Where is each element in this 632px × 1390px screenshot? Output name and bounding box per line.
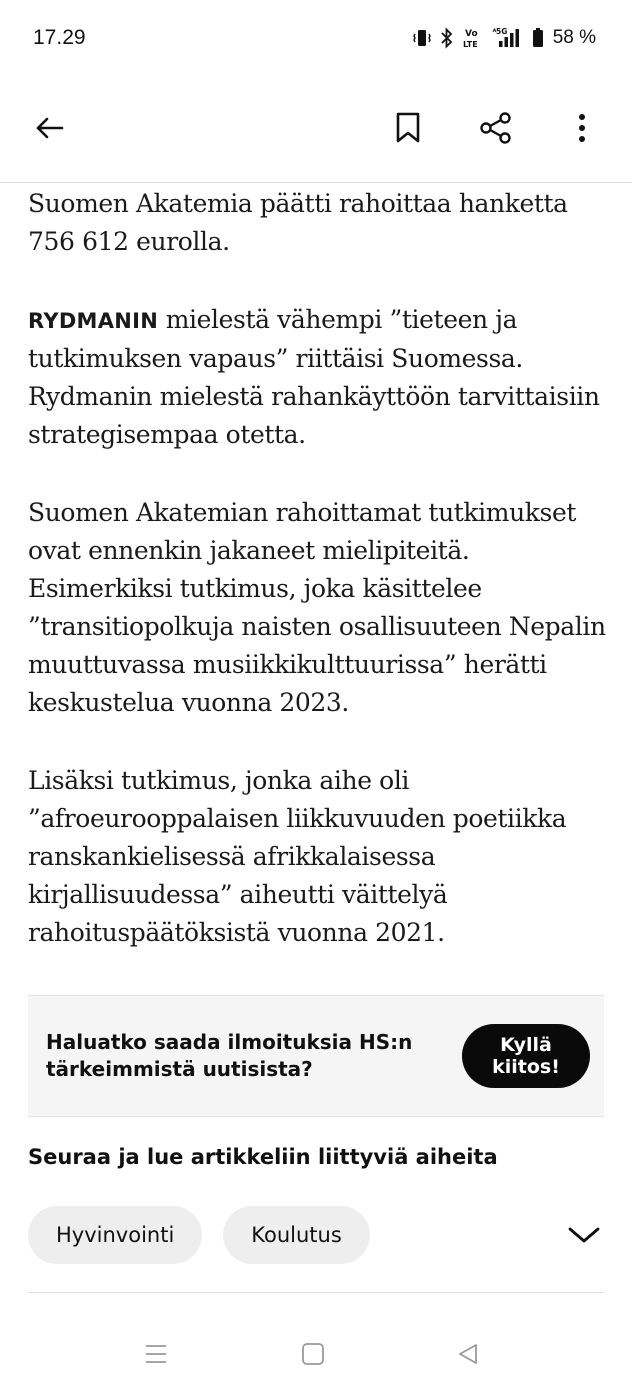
button-label-line: Kyllä xyxy=(500,1034,552,1056)
status-icons xyxy=(412,26,544,50)
battery-percent: 58 % xyxy=(552,27,596,48)
article-paragraph: Suomen Akatemia päätti rahoittaa hanketta 756 612 eurolla. xyxy=(28,189,568,256)
back-nav-button[interactable] xyxy=(452,1338,484,1370)
topic-chip-koulutus[interactable]: Koulutus xyxy=(223,1206,370,1264)
back-triangle-icon xyxy=(456,1342,480,1366)
system-navigation-bar xyxy=(0,1318,632,1390)
signal-5g-icon xyxy=(492,26,524,50)
svg-text:LTE: LTE xyxy=(462,40,478,49)
notification-prompt xyxy=(28,995,604,1117)
topics-heading: Seuraa ja lue artikkeliin liittyviä aiheita xyxy=(28,1145,498,1169)
share-button[interactable] xyxy=(474,106,518,150)
chevron-down-icon xyxy=(568,1226,600,1244)
bookmark-icon xyxy=(395,112,421,144)
article-paragraph: Lisäksi tutkimus, jonka aihe oli ”afroeurooppalaisen liikkuvuuden poetiikka ranskankielisessä afrikkalaisessa kirjallisuudessa” aiheutti väittelyä rahoituspäätöksistä vuonna 2021. xyxy=(28,766,567,947)
more-vertical-icon xyxy=(578,113,586,143)
arrow-left-icon xyxy=(34,116,64,140)
more-button[interactable] xyxy=(560,106,604,150)
notification-prompt-text: Haluatko saada ilmoituksia HS:n tärkeimmistä uutisista? xyxy=(46,1030,413,1081)
article-paragraph: Suomen Akatemian rahoittamat tutkimukset ovat ennenkin jakaneet mielipiteitä. Esimerkiksi tutkimus, joka käsittelee ”transitiopolkuja naisten osallisuuteen Nepalin muuttuvassa musiikkikulttuurissa” herätti keskustelua vuonna 2023. xyxy=(28,498,606,717)
accept-notifications-button[interactable] xyxy=(462,1024,590,1088)
battery-icon xyxy=(532,27,544,49)
volte-icon xyxy=(462,26,484,50)
paragraph-text: mielestä vähempi ”tieteen ja tutkimuksen vapaus” riittäisi Suomessa. Rydmanin mielestä rahankäyttöön tarvittaisiin strategisempaa otetta. xyxy=(28,305,600,449)
home-icon xyxy=(301,1342,325,1366)
svg-text:Vo: Vo xyxy=(464,29,478,39)
paragraph-lead-in: RYDMANIN xyxy=(28,309,159,333)
status-bar xyxy=(0,0,632,76)
back-button[interactable] xyxy=(27,106,71,150)
app-toolbar xyxy=(0,76,632,183)
button-label-line: kiitos! xyxy=(492,1056,560,1078)
expand-topics-button[interactable] xyxy=(564,1215,604,1255)
home-button[interactable] xyxy=(297,1338,329,1370)
svg-text:5G: 5G xyxy=(495,27,508,36)
status-right xyxy=(412,26,596,50)
article-body xyxy=(28,183,608,992)
divider xyxy=(28,1292,604,1293)
vibrate-icon xyxy=(412,27,432,49)
topics-row xyxy=(28,1205,604,1265)
status-time: 17.29 xyxy=(33,26,86,49)
bluetooth-icon xyxy=(440,27,454,49)
recents-icon xyxy=(144,1343,168,1365)
recents-button[interactable] xyxy=(140,1338,172,1370)
bookmark-button[interactable] xyxy=(386,106,430,150)
share-icon xyxy=(479,111,513,145)
article-paragraph xyxy=(28,301,608,454)
topic-chip-hyvinvointi[interactable]: Hyvinvointi xyxy=(28,1206,202,1264)
